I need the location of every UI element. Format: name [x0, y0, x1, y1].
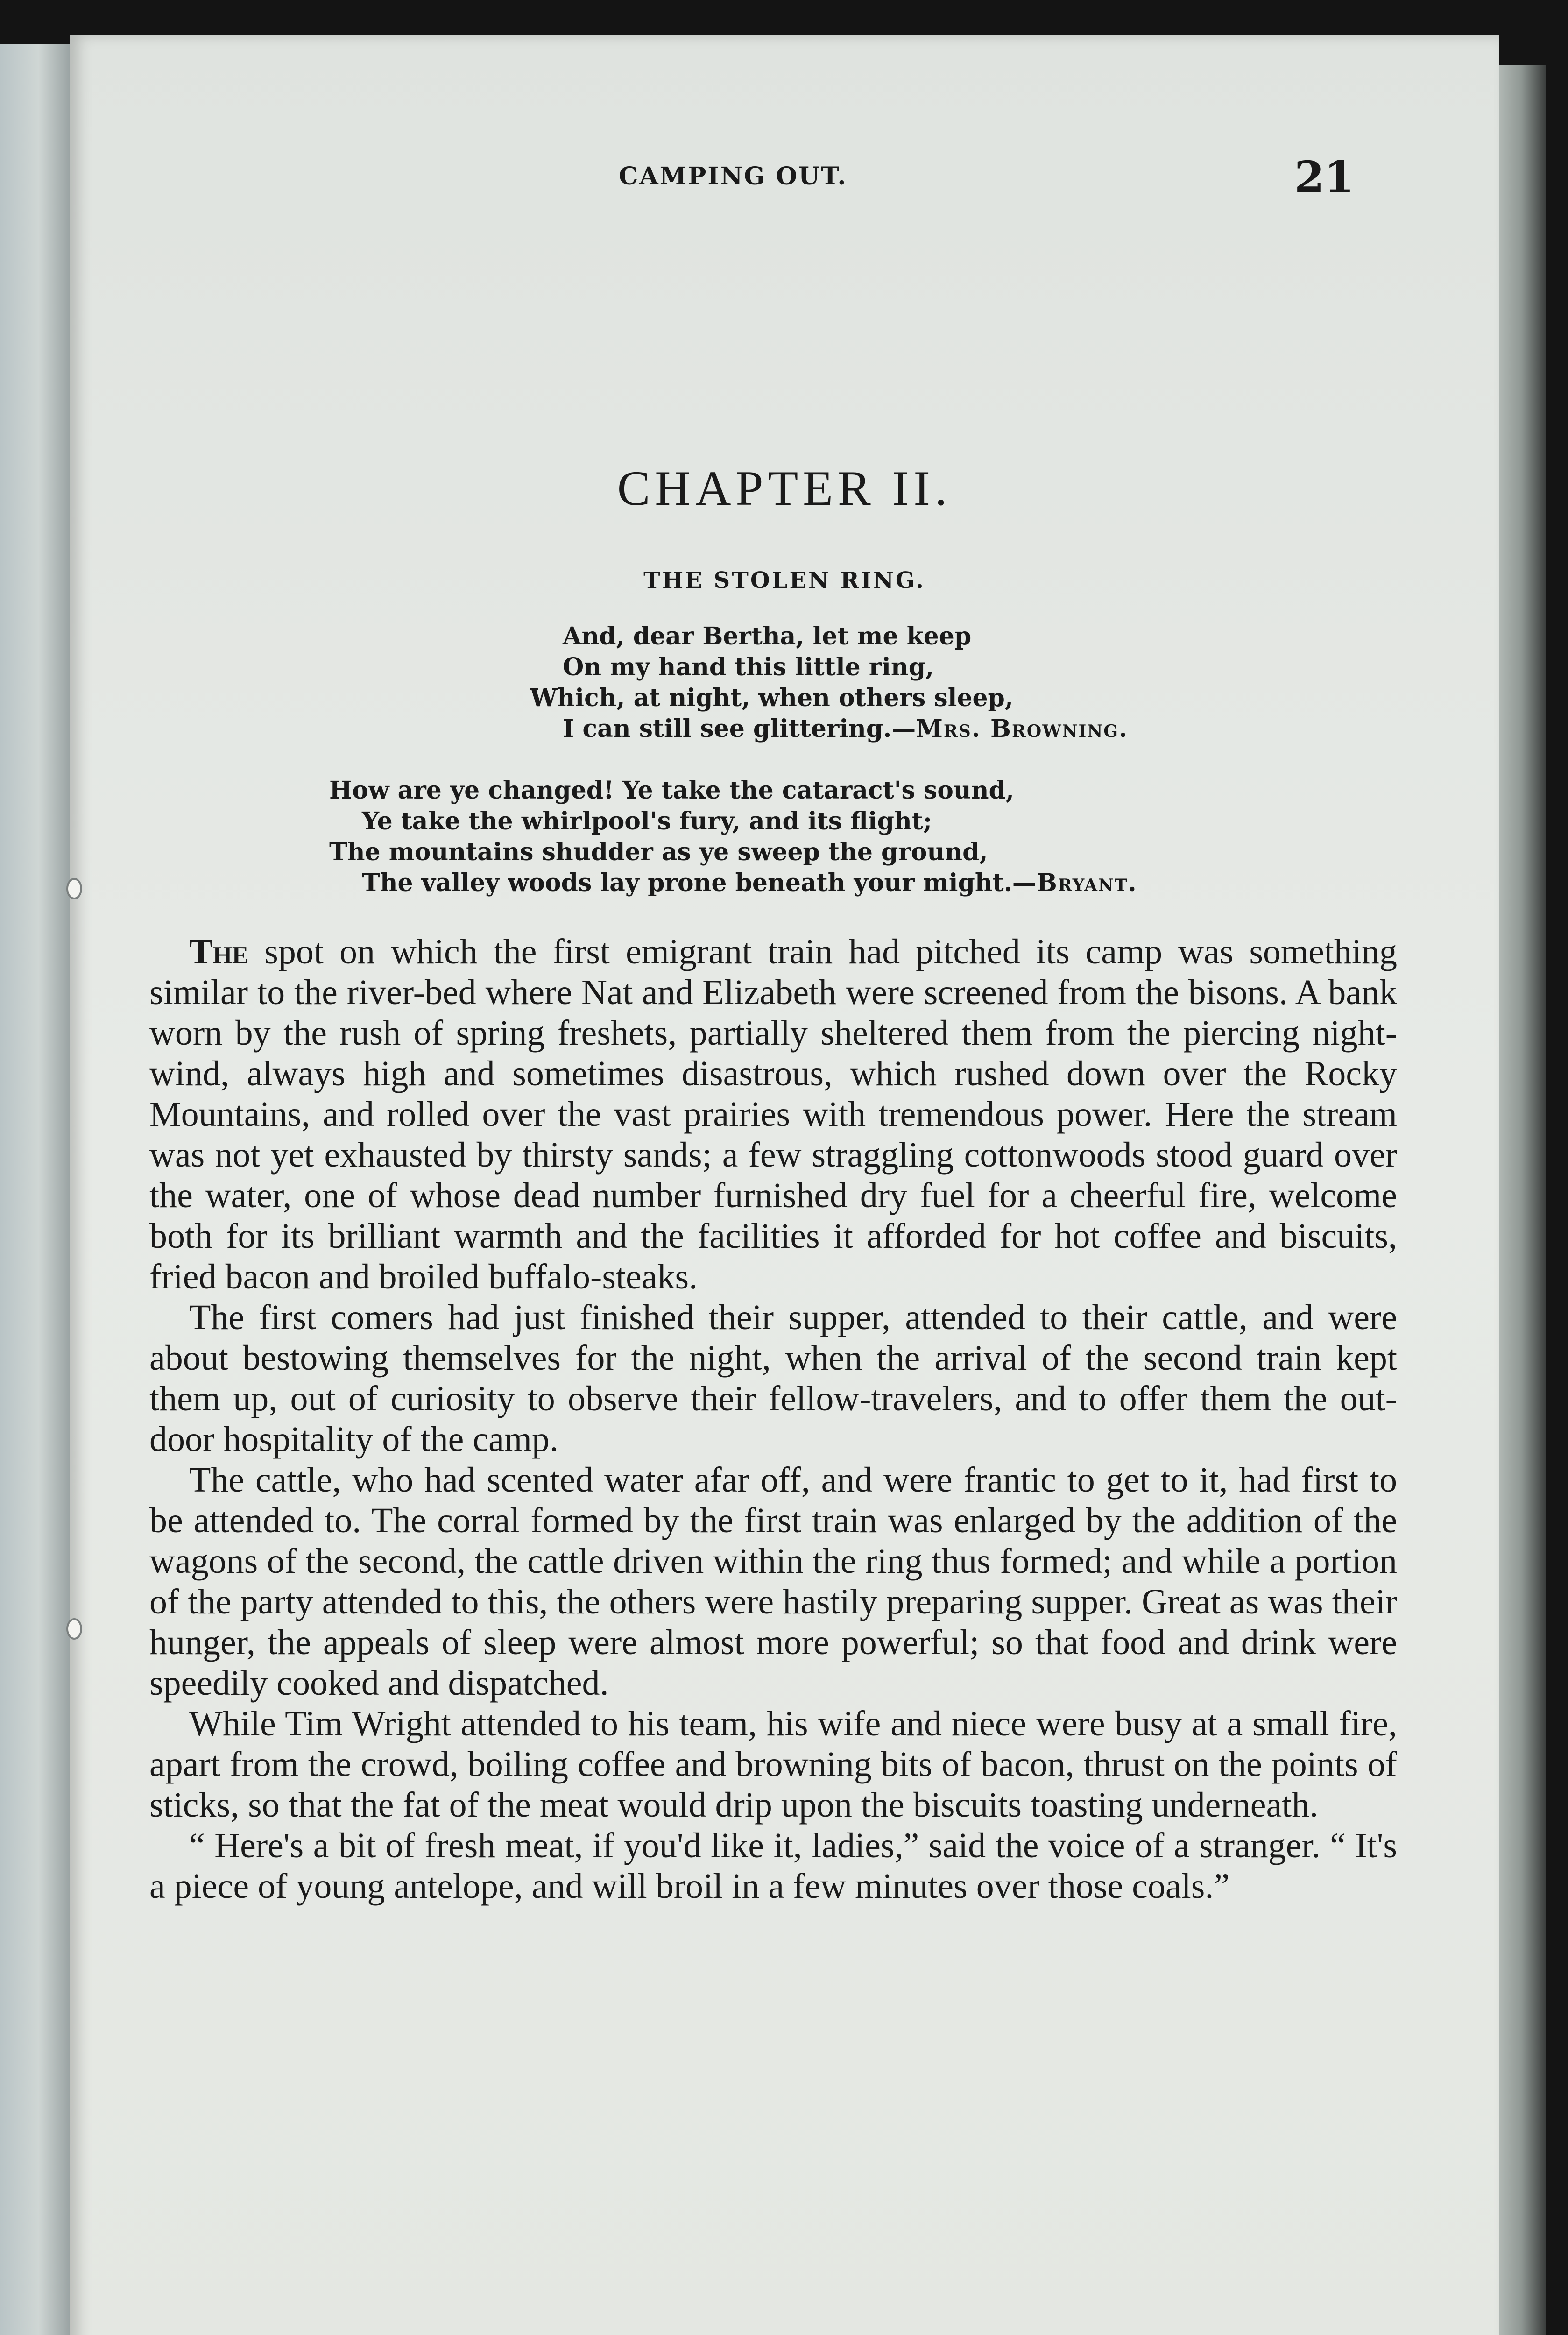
paragraph-lead: The — [189, 932, 249, 971]
chapter-subtitle: THE STOLEN RING. — [643, 567, 925, 594]
paragraph — [149, 1826, 1397, 1907]
running-title: CAMPING OUT. — [619, 162, 848, 191]
epigraph-line: I can still see glittering.— — [563, 715, 916, 743]
chapter-heading: CHAPTER II. — [617, 461, 952, 516]
epigraph — [329, 775, 1137, 899]
epigraph-line: Which, at night, when others sleep, — [530, 684, 1013, 712]
epigraph-line: The valley woods lay prone beneath your might.— — [362, 869, 1037, 897]
page-number: 21 — [1294, 152, 1355, 202]
epigraph-line: On my hand this little ring, — [563, 653, 934, 681]
paragraph — [149, 932, 1397, 1297]
epigraph-attribution: Bryant. — [1036, 869, 1137, 897]
paragraph — [149, 1704, 1397, 1826]
paragraph-text: The cattle, who had scented water afar off, and were frantic to get to it, had first to be attended to. The corral formed by the first train was enlarged by the addition of the wagons of the second, the cattle driven within the ring thus formed; and while a portion of the party attended to this, the others were hastily preparing supper. Great as was their hunger, the appeals of sleep were almost more powerful; so that food and drink were speedily cooked and dispatched. — [149, 1460, 1397, 1703]
paragraph-text: The first comers had just finished their supper, attended to their cattle, and were about bestowing themselves for the night, when the arrival of the second train kept them up, out of curiosity to observe their fellow-travelers, and to offer them the out-door hospitality of the camp. — [149, 1298, 1397, 1459]
epigraph — [497, 621, 1128, 744]
paragraph-text: spot on which the first emigrant train had pitched its camp was something similar to the river-bed where Nat and Elizabeth were screened from the bisons. A bank worn by the rush of spring freshets, partially sheltered them from the piercing night-wind, always high and sometimes disastrous, which rushed down over the Rocky Mountains, and rolled over the vast prairies with tremendous power. Here the stream was not yet exhausted by thirsty sands; a few straggling cottonwoods stood guard over the water, one of whose dead number furnished dry fuel for a cheerful fire, welcome both for its brilliant warmth and the facilities it afforded for hot coffee and biscuits, fried bacon and broiled buffalo-steaks. — [149, 932, 1397, 1296]
paragraph-text: “ Here's a bit of fresh meat, if you'd like it, ladies,” said the voice of a stranger. “ It's a piece of young antelope, and will broil in a few minutes over those coals.” — [149, 1826, 1397, 1906]
epigraph-line: Ye take the whirlpool's fury, and its flight; — [362, 807, 932, 835]
paragraph — [149, 1297, 1397, 1460]
paragraph — [149, 1460, 1397, 1704]
epigraph-attribution: Mrs. Browning. — [916, 715, 1129, 743]
adjacent-page-edge — [0, 44, 73, 2335]
binding-hole — [66, 878, 82, 899]
paragraph-text: While Tim Wright attended to his team, his wife and niece were busy at a small fire, apart from the crowd, boiling coffee and browning bits of bacon, thrust on the points of sticks, so that the fat of the meat would drip upon the biscuits toasting underneath. — [149, 1704, 1397, 1825]
epigraph-line: The mountains shudder as ye sweep the ground, — [329, 838, 988, 866]
chapter-body — [149, 932, 1397, 1907]
epigraph-line: How are ye changed! Ye take the cataract's sound, — [329, 776, 1014, 805]
binding-hole — [66, 1618, 82, 1640]
epigraph-line: And, dear Bertha, let me keep — [563, 622, 972, 651]
book-page — [70, 35, 1499, 2335]
